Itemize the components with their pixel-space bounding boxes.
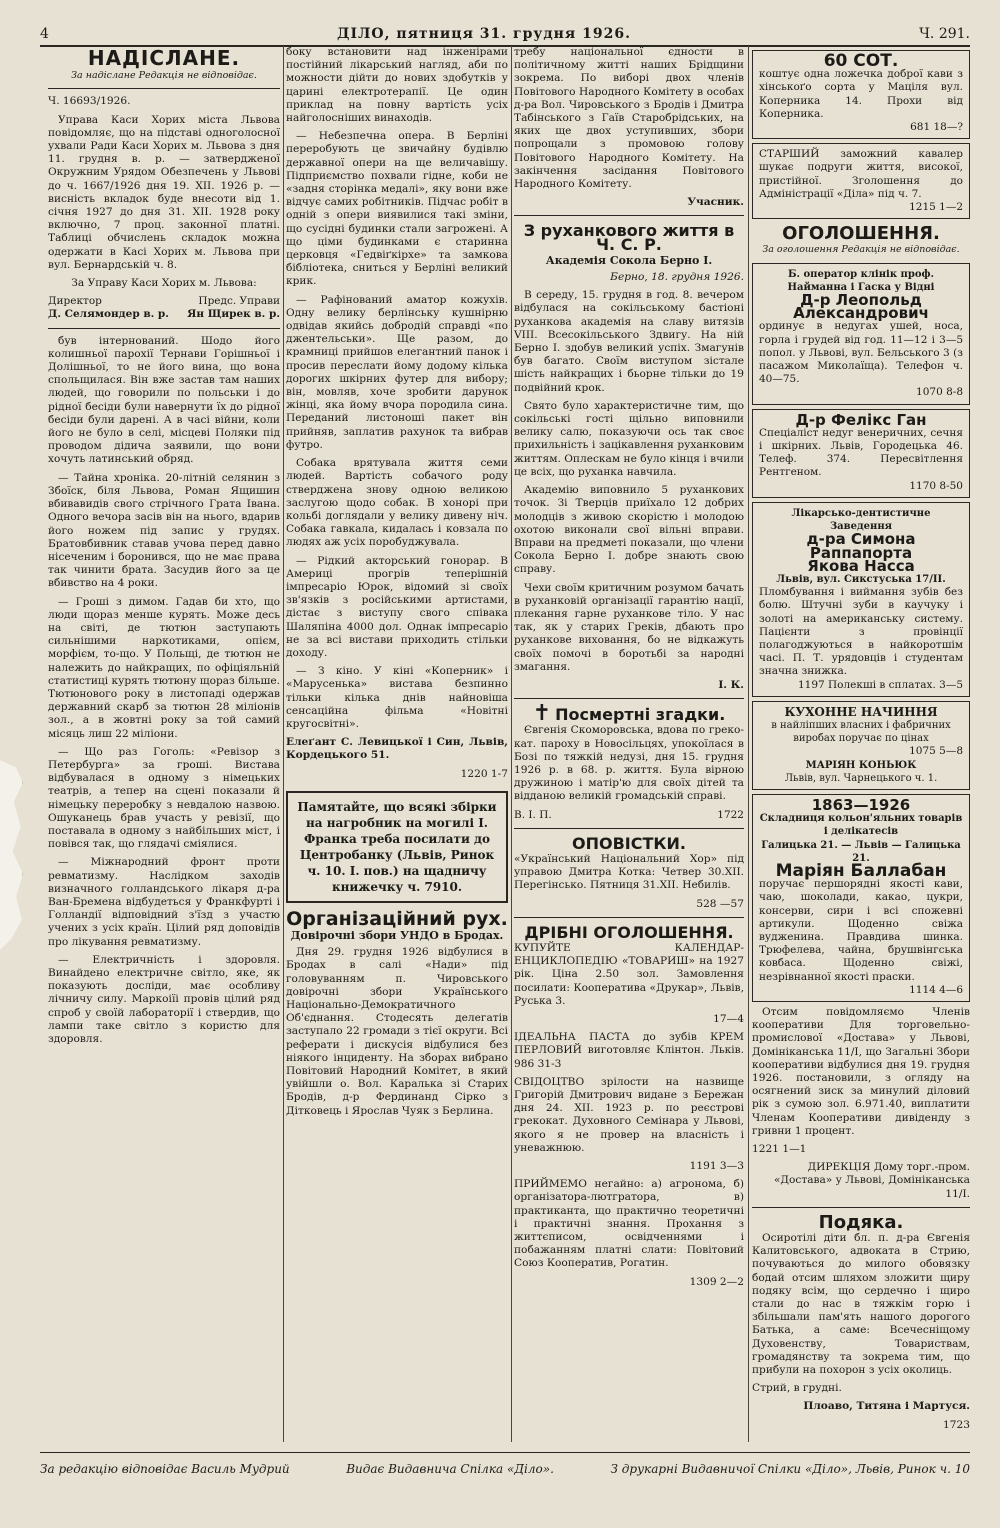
- obituary-text: Євгенія Скоморовська, вдова по греко-кат. пароху в Новосільцях, упокоїлася в Бозі по тяжкій недузі, дня 15. грудня 1926 р. в 68. р. життя. Була вірною дружиною і матір'ю для своїх дітей та відданою великій громадській справі.: [514, 724, 744, 803]
- section-heading: ОПОВІСТКИ.: [572, 833, 686, 853]
- reference-number: Ч. 16693/1926.: [48, 95, 131, 108]
- section-subheading: Довірочні збори УНДО в Бродах.: [290, 928, 504, 942]
- ad-block: [752, 701, 970, 790]
- section-heading: З руханкового життя в Ч. С. Р.: [523, 221, 735, 254]
- ad-block: [752, 50, 970, 139]
- advertiser-line: Елеґант С. Левицької і Син, Львів, Кордецького 51.: [286, 736, 508, 762]
- ad-subheading: Складниця кольон'яльних товарів і делікатесів: [759, 813, 963, 838]
- article-paragraph: Управа Каси Хорих міста Львова повідомляє, що на підставі одноголосної ухвали Ради Каси Хорих м. Львова з дня 11. грудня в. р. — затвердженої Окружним Урядом Обезпечень у Львові до ч. 1667/1926 дня 19. XII. 1926 р. — висність вкладок буде внесоти від 1. січня 1927 до дня 31. XII. 1928 року включно, 7 проц. законної платні. Таблиці обчислень складок можна одержати в Касі Хорих м. Львова при вул. Бернардській ч. 8.: [48, 113, 280, 271]
- obituary-signature: В. І. П.: [514, 808, 552, 821]
- ad-reference: 17—4: [713, 1013, 744, 1025]
- article-paragraph: Чехи своїм критичним розумом бачать в руханковій організації гарантію нації, плекання гарне руханкове тіло. У нас так, як у старих Греків, дбають про руханкове виховання, бо не відкажуть своїх помочі в боротьбі за народні змагання.: [514, 581, 744, 673]
- ad-reference: 1114 4—6: [909, 983, 963, 996]
- article-signature: І. К.: [718, 678, 744, 691]
- ad-subheading: Б. оператор клінік проф. Найманна і Гаска у Відні: [787, 268, 935, 293]
- ad-block: [752, 502, 970, 697]
- article-paragraph: — Електричність і здоровля. Винайдено електричне світло, яке, як показують досліди, має особливу лічничу силу. Маркоіїі провів цілий ряд спроб у своїй лабораторії і ствердив, що лампи таке світло з користю для здоровля.: [48, 953, 280, 1046]
- ad-heading: 60 СОТ.: [823, 51, 899, 71]
- signature-name: Д. Селямондер в. р.: [48, 308, 169, 321]
- article-paragraph: требу національної єдности в політичному житті наших Брідщини зокрема. По виборі двох членів Повітового Народного Комітету в особах д-ра Вол. Чировського з Бродів і Дмитра Табінського з Гаїв Старобрідських, на яких ще двох уступивших, збори попрощали з промовою голову Повітового Народного Комітету. На закінчення засідання Повітового Народного Комітету.: [514, 46, 744, 191]
- article-paragraph: — Що раз Гоголь: «Ревізор з Петербурга» за гроші. Вистава відбувалася в одному з німецьких театрів, а тепер на сцені показали й німецьку переробку з невдалою назвою. Ошуканець брав участь у ревізії, що поставала в одному з найбільших міст, і повівся так, що глядачі сміялися.: [48, 745, 280, 851]
- article-signature: Плоаво, Титяна і Мартуся.: [803, 1400, 970, 1413]
- ad-reference: 1215 1—2: [909, 201, 963, 214]
- ad-reference: 1075 5—8: [909, 745, 963, 758]
- ad-reference: 1197 Полекші в сплатах. 3—5: [797, 678, 963, 691]
- divider: [48, 88, 280, 89]
- ad-heading: 1863—1926: [811, 795, 911, 814]
- ad-block: [752, 409, 970, 498]
- ad-block: [752, 143, 970, 219]
- section-heading: [514, 701, 744, 727]
- article-paragraph: Собака врятувала життя семи людей. Вартість собачого роду стверджена знову одною великою заслугою щодо собак. В хонорі при кольбі доглядали у велику дивену ніч. Собака гавкала, кидалась і ковзала по людях аж усіх поробуджувала.: [286, 457, 508, 549]
- divider: [514, 698, 744, 699]
- column-4: [752, 46, 970, 1444]
- page-header: [40, 16, 970, 47]
- ad-heading: КУХОННЕ НАЧИННЯ: [784, 704, 938, 719]
- ad-text: в найліпших власних і фабричних виробах поручає по цінах: [771, 719, 951, 745]
- article-paragraph: Осиротілі діти бл. п. д-ра Євгенія Калитовського, адвоката в Стрию, почуваються до милого обовязку бодай отсим шляхом зложити щиру подяку всім, що сердечно і щиро стали до нас в тяжкім горю і збільшали пам'ять нашого дорогого Батька, а саме: Всечесніщому Духовенству, Товариствам, громадянству та зокрема тим, що прибули на похорон з усіх околиць.: [752, 1232, 970, 1377]
- ad-reference: 1221 1—1: [752, 1143, 807, 1156]
- signature-name: Ян Щирек в. р.: [187, 308, 280, 321]
- column-divider: [748, 46, 749, 1442]
- ad-block: [752, 794, 970, 1002]
- signature-line: За Управу Каси Хорих м. Львова:: [71, 277, 257, 290]
- ad-name: Маріян Баллабан: [775, 860, 947, 881]
- column-divider: [283, 46, 284, 1442]
- ad-heading: Д-р Леопольд Александрович: [793, 291, 929, 323]
- notice-box: Памятайте, що всякі збірки на нагробник на могилі І. Франка треба посилати до Центробанку (Львів, Ринок ч. 10. І. пов.) на щадничу книжечку ч. 7910.: [286, 791, 508, 903]
- divider: [514, 917, 744, 918]
- section-heading: НАДІСЛАНЕ.: [87, 46, 241, 70]
- article-signature: Учасник.: [687, 196, 744, 209]
- ad-reference: 1220 1-7: [460, 767, 508, 780]
- ad-reference: 1723: [943, 1418, 970, 1431]
- classified-ad: ІДЕАЛЬНА ПАСТА до зубів КРЕМ ПЕРЛОВИЙ виготовляє Клінтон. Льків. 986 31-3: [514, 1031, 744, 1070]
- cross-icon: ✝: [532, 701, 552, 727]
- dateline: Берно, 18. грудня 1926.: [610, 271, 744, 284]
- section-note: За оголошення Редакція не відповідає.: [762, 244, 960, 256]
- announcement-reference: 528 —57: [696, 897, 744, 910]
- ad-reference: 1191 3—3: [689, 1160, 744, 1173]
- ad-text: коштує одна ложечка доброї кави з хінськоґо сорта у Маціля вул. Коперника 14. Прохи від Коперника.: [759, 68, 963, 120]
- obituary-sign: [514, 809, 744, 822]
- footer-printer: З друкарні Видавничої Спілки «Діло», Львів, Ринок ч. 10: [610, 1462, 970, 1476]
- article-paragraph: — Рафінований аматор кожухів. Одну велику берлінську кушнірню одвідав якийсь добродій справді «по джентельськи». Ще разом, до крамниці прийшов елегантний панок і просив переслати йому додому кілька дорогих шкірних футер для вибору; він, мовляв, хоче зробити дарунок жінці, яка йому вчора породила сина. Переданий листоноші пакет він прийняв, заплатив рахунок та вибрав футро.: [286, 293, 508, 451]
- divider: [752, 1207, 970, 1208]
- ad-reference: 1170 8-50: [909, 479, 963, 492]
- ad-text: ординує в недугах ушей, носа, горла і грудей від год. 11—12 і 3—5 попол. у Львові, вул. Бельського 3 (з пасажом Миколаїща). Телефон ч. 40—75.: [759, 320, 963, 386]
- ad-address: Галицька 21. — Львів — Галицька 21.: [761, 839, 961, 864]
- masthead-title: ДІЛО, пятниця 31. грудня 1926.: [337, 26, 631, 42]
- ad-reference: 681 18—?: [910, 121, 963, 134]
- article-paragraph: В середу, 15. грудня в год. 8. вечером відбулася на сокільському бастіоні руханкова академія на славу витязів VIII. Всесокільського Здвигу. На ній Берно І. здобув великий успіх. Змагунів був багато. Своїм виступом зістале шість найкращих і бьорне тільки до 19 подвійний крок.: [514, 289, 744, 394]
- place-date: Стрий, в грудні.: [752, 1382, 842, 1395]
- section-heading: ОГОЛОШЕННЯ.: [782, 223, 940, 245]
- ad-reference: 1309 2—2: [689, 1275, 744, 1288]
- signature-names: [48, 308, 280, 321]
- ad-block: [752, 263, 970, 405]
- article-paragraph: Свято було характеристичне тим, що сокільські гості щільно виповнили велику салю, показуючи ось так своє прихильність і зацікавлення руханковим життям. Оплескам не було кінця і вчили це всіх, що руханка навчила.: [514, 399, 744, 478]
- page-number: 4: [40, 26, 49, 42]
- divider: [514, 215, 744, 216]
- signature-role: Директор: [48, 295, 102, 308]
- ad-reference: 1070 8-8: [916, 386, 963, 399]
- section-heading: ДРІБНІ ОГОЛОШЕННЯ.: [524, 922, 734, 942]
- classified-ad: СВІДОЦТВО зрілости на назвище Григорій Дмитрович видане з Бережан дня 24. XII. 1923 р. по реєстрові грекокат. Духовного Семінара у Львові, якого я не провер на власність і уневажнюю.: [514, 1075, 744, 1154]
- article-paragraph: — З кіно. У кіні «Коперник» і «Марусенька» вистава безпинно тільки кілька днів найновіша сенсаційна фільма «Новітні кругосвітні».: [286, 665, 508, 730]
- ad-text: поручає першорядні якості кави, чаю, шоколади, какао, цукри, консерви, сири і всі спожевні артикули. Щоденно свіжа вудженина. Правдива шинка. Трюфелева, чайна, брушвінгська ковбаса. Щоденно свіжі, незрівнанної якості праски.: [759, 878, 963, 983]
- issue-number: Ч. 291.: [919, 26, 970, 42]
- article-paragraph: був інтернований. Шодо його колишньої парохії Тернави Горішньої і Долішньої, то не його вина, що вона спольщилася. Він вже застав там наших людей, що говорили по польськи і до рідної бесіди були навернути їх до рідної бесіди були дарені. А в часі війни, коли його не було в селі, місцеві Поляки під проводом дідича заявили, що вони хочуть латинський обряд.: [48, 334, 280, 466]
- article-paragraph: — Тайна хроніка. 20-літній селянин з Збоїск, біля Львова, Роман Ящишин вбивавидів свого стрічного Грата Івана. Одного вечора засів він на нього, вдарив його ножем під запис у грудях. Братовбивник ставав учова перед давно нісеченим і боронився, що не має права так чинити брата. Засудив його за це вбивство на 4 роки.: [48, 471, 280, 590]
- article-paragraph: Отсим повідомляємо Членів кооперативи Для торговельно-промислової «Достава» у Львові, Домініканська 11/I, що Загальні Збори кооперативи відбулися дня 19. грудня 1926. постановили, з огляду на осягнений зиск за минулий діловий рік з сумою зол. 6.971.40, виплатити Членам Кооперативи дивіденду з гривни 1 процент.: [752, 1006, 970, 1137]
- ad-address: Львів, вул. Сикстуська 17/II.: [776, 573, 946, 585]
- classified-ad: КУПУЙТЕ КАЛЕНДАР-ЕНЦИКЛОПЕДІЮ «ТОВАРИШ» на 1927 рік. Ціна 2.50 зол. Замовлення посилати: Кооператива «Друкар», Львів, Руська 3.: [514, 941, 744, 1007]
- article-paragraph: Дня 29. грудня 1926 відбулися в Бродах в салі «Нади» під головуванням п. Чировського довірочні збори Українського Національно-Демократичного Об'єднання. Стодесять делегатів заступало 22 громади з тієї округи. Всі реферати і дискусія відбулися без ніякого інциденту. На зборах вибрано Повітовий Народний Комітет, в який увійшли о. Вол. Каралька зі Старих Бродів, д-р Фердинанд Сірко з Дітковець і Ярослав Чуяк з Берлина.: [286, 946, 508, 1117]
- announcement-text: «Український Національний Хор» під управою Дмитра Котка: Четвер 30.XII. Перегінсько. Пятниця 31.XII. Небилів.: [514, 852, 744, 892]
- ad-text: Пломбування і виймання зубів без болю. Штучні зуби в каучуку і золоті на американську систему. Пацієнти з провінції полагоджуються в найкоротшім часі. П. Т. урядовців і студентам значна знижка.: [759, 586, 963, 678]
- article-paragraph: боку встановити над інженірами постійний лікарський нагляд, аби по можности дійти до нових здобутків у царині електротерапії. Це один приклад на повну вартість усіх найголосніших винаходів.: [286, 46, 508, 125]
- section-heading: Організаційний рух.: [286, 907, 508, 930]
- footer-publisher: Видає Видавнича Спілка «Діло».: [346, 1462, 554, 1476]
- ad-text: Спеціаліст недуг венеричних, сечня і шкірних. Львів, Городецька 46. Телеф. 374. Пересвітлення Рентгеном.: [759, 426, 963, 479]
- footer-editor: За редакцію відповідає Василь Мудрий: [40, 1462, 290, 1476]
- article-paragraph: — Небезпечна опера. В Берліні переробують це звичайну будівлю державної опери на ще величавішу. Підприємство похвали гідне, коби не «задня сторінка медалі», яку вони вже відчує самих робітників. Підчас робіт в одній з опери виявилися такі зміни, що сусідні будинки стали загрожені. А що ціми будинками є старинна церковця «Гедвіґкірхе» та замкова бібліотека, сниться у Берліні великий крик.: [286, 130, 508, 288]
- column-divider: [511, 46, 512, 1442]
- page-footer: [40, 1452, 970, 1481]
- obituary-heading: Посмертні згадки.: [555, 705, 726, 725]
- column-1: [48, 46, 280, 1444]
- column-3: [514, 46, 744, 1444]
- section-subheading: Академія Сокола Берно І.: [545, 253, 713, 267]
- torn-edge: [0, 760, 23, 950]
- signature-block: [48, 295, 280, 308]
- ad-subheading: Лікарсько-дентистичне Заведення: [791, 507, 931, 533]
- divider: [514, 828, 744, 829]
- column-2: [286, 46, 508, 1444]
- ad-heading: Якова Насса: [807, 556, 915, 575]
- ad-heading: д-ра Симона Раппапорта: [806, 530, 916, 562]
- article-paragraph: Академію виповнило 5 руханкових точок. Зі Тверців приїхало 12 добрих молодців з живою скорістю і молодою охотою виконали свої вільні вправи. Вправи на предметі показали, що члени Сокола Берно І. добре знають свою справу.: [514, 484, 744, 576]
- signature-role: Предс. Управи: [198, 295, 280, 308]
- classified-ad: ПРИЙМЕМО негайно: а) агронома, б) організатора-лютгратора, в) практиканта, що практично теоретичні і практичні знання. Прохання з життєписом, освідченнями і побажанням платні слати: Повітовий Союз Кооператив, Рогатин.: [514, 1178, 744, 1270]
- divider: [48, 328, 280, 329]
- article-paragraph: — Рідкий акторський гонорар. В Америці прогрів теперішній імпресаріо Юрок, відомий зі своїх зв'язків з російськими артистами, дістає з виступу свого співака Шаляпіна 4000 дол. Однак імпресаріо не за всі вистави приходить стільки доходу.: [286, 554, 508, 659]
- ad-heading: Д-р Фелікс Ган: [795, 410, 927, 429]
- obituary-reference: 1722: [717, 808, 744, 821]
- ad-name: МАРІЯН КОНЬЮК: [805, 759, 917, 771]
- article-signature: ДИРЕКЦІЯ Дому торг.-пром. «Достава» у Львові, Домініканська 11/I.: [773, 1161, 970, 1200]
- article-paragraph: — Міжнародний фронт проти ревматизму. Наслідком заходів визначного голландського лікаря д-ра Ван-Бремена відбудеться у Франкфурті і Голландії відповідний з'їзд з участю учених з усіх країн. Цілий ряд доповідів про лікування ревматизму.: [48, 856, 280, 948]
- ad-text: СТАРШИЙ заможний кавалер шукає подруги життя, високої, пристійної. Зголошення до Адміністрації «Діла» під ч. 7.: [759, 148, 963, 200]
- article-paragraph: — Гроші з димом. Гадав би хто, що люди щораз менше курять. Може десь на світі, де тютюн заступають сильнішими наркотиками, опієм, морфієм, то-що. У Польщі, де тютюн не належить до найкращих, по офіціяльній статистиці курять тютюну щораз більше. Тютюнового року в листопаді одержав державний скарб за тютюн 28 міліонів зол., а в жовтні року за той самий місяць лиш 22 міліони.: [48, 595, 280, 740]
- section-heading: Подяка.: [818, 1211, 904, 1233]
- section-note: За надіслане Редакція не відповідає.: [71, 70, 257, 82]
- ad-address: Львів, вул. Чарнецького ч. 1.: [784, 772, 938, 784]
